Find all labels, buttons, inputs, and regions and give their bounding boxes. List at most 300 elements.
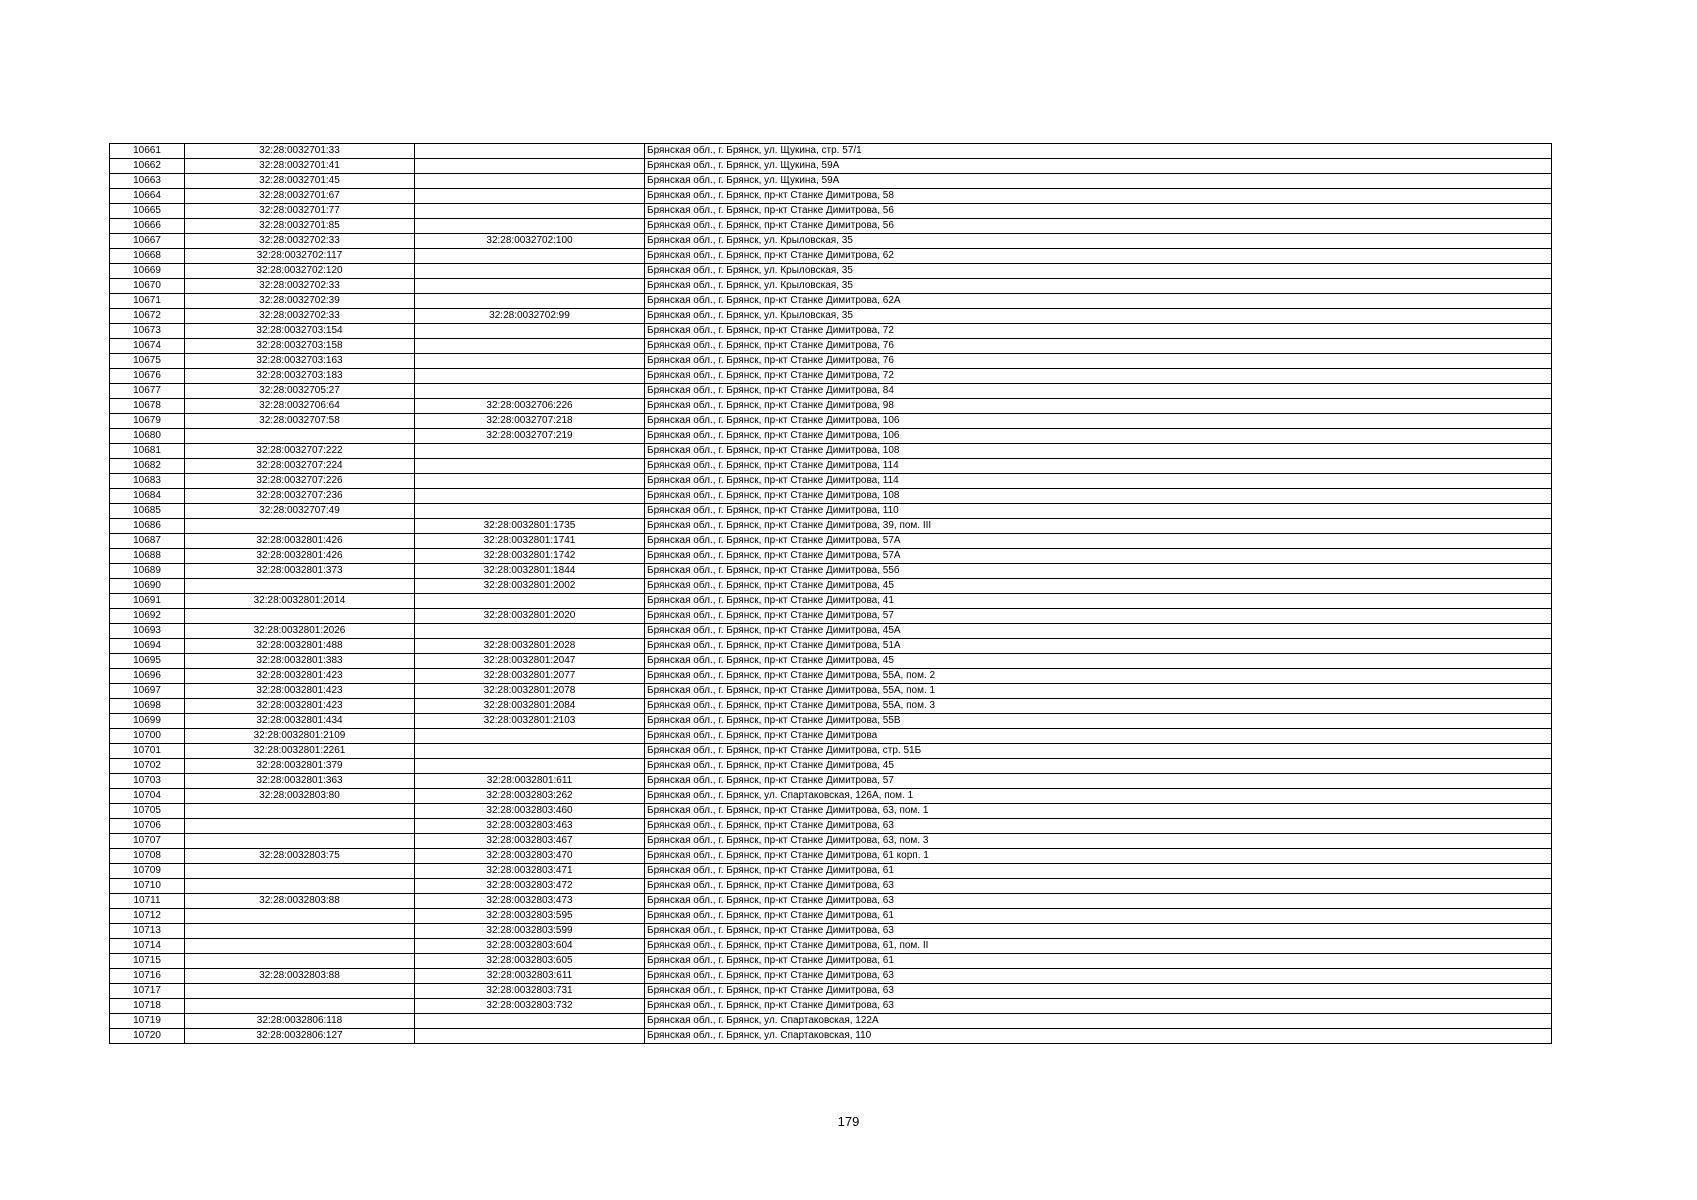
row-number-cell: 10717: [110, 984, 185, 999]
address-cell: Брянская обл., г. Брянск, пр-кт Станке Димитрова, 61: [645, 954, 1552, 969]
table-row: [110, 774, 1552, 789]
related-cadastral-number-cell: 32:28:0032803:605: [415, 954, 645, 969]
address-cell: Брянская обл., г. Брянск, пр-кт Станке Димитрова, 56: [645, 204, 1552, 219]
table-row: [110, 339, 1552, 354]
table-row: [110, 714, 1552, 729]
related-cadastral-number-cell: [415, 324, 645, 339]
cadastral-number-cell: 32:28:0032702:33: [185, 234, 415, 249]
cadastral-number-cell: 32:28:0032701:67: [185, 189, 415, 204]
address-cell: Брянская обл., г. Брянск, пр-кт Станке Димитрова, 57А: [645, 549, 1552, 564]
row-number-cell: 10689: [110, 564, 185, 579]
related-cadastral-number-cell: 32:28:0032803:599: [415, 924, 645, 939]
table-row: [110, 174, 1552, 189]
table-row: [110, 564, 1552, 579]
row-number-cell: 10704: [110, 789, 185, 804]
row-number-cell: 10706: [110, 819, 185, 834]
cadastral-number-cell: 32:28:0032801:2261: [185, 744, 415, 759]
cadastral-number-cell: 32:28:0032702:33: [185, 279, 415, 294]
table-row: [110, 369, 1552, 384]
row-number-cell: 10694: [110, 639, 185, 654]
table-row: [110, 819, 1552, 834]
row-number-cell: 10719: [110, 1014, 185, 1029]
table-row: [110, 504, 1552, 519]
address-cell: Брянская обл., г. Брянск, пр-кт Станке Димитрова, 63: [645, 969, 1552, 984]
cadastral-number-cell: 32:28:0032801:426: [185, 534, 415, 549]
address-cell: Брянская обл., г. Брянск, пр-кт Станке Димитрова, 98: [645, 399, 1552, 414]
address-cell: Брянская обл., г. Брянск, пр-кт Станке Димитрова, 57: [645, 774, 1552, 789]
address-cell: Брянская обл., г. Брянск, пр-кт Станке Димитрова, 63: [645, 819, 1552, 834]
related-cadastral-number-cell: [415, 339, 645, 354]
related-cadastral-number-cell: 32:28:0032702:99: [415, 309, 645, 324]
row-number-cell: 10675: [110, 354, 185, 369]
related-cadastral-number-cell: [415, 729, 645, 744]
row-number-cell: 10663: [110, 174, 185, 189]
table-row: [110, 789, 1552, 804]
table-row: [110, 939, 1552, 954]
row-number-cell: 10684: [110, 489, 185, 504]
cadastral-number-cell: 32:28:0032801:423: [185, 699, 415, 714]
row-number-cell: 10696: [110, 669, 185, 684]
cadastral-number-cell: [185, 804, 415, 819]
address-cell: Брянская обл., г. Брянск, пр-кт Станке Димитрова, 61 корп. 1: [645, 849, 1552, 864]
table-row: [110, 459, 1552, 474]
row-number-cell: 10661: [110, 144, 185, 159]
cadastral-number-cell: 32:28:0032702:117: [185, 249, 415, 264]
related-cadastral-number-cell: 32:28:0032803:460: [415, 804, 645, 819]
related-cadastral-number-cell: [415, 759, 645, 774]
cadastral-number-cell: 32:28:0032801:379: [185, 759, 415, 774]
cadastral-number-cell: 32:28:0032702:39: [185, 294, 415, 309]
related-cadastral-number-cell: 32:28:0032803:604: [415, 939, 645, 954]
cadastral-number-cell: 32:28:0032701:85: [185, 219, 415, 234]
related-cadastral-number-cell: 32:28:0032801:2028: [415, 639, 645, 654]
related-cadastral-number-cell: [415, 444, 645, 459]
related-cadastral-number-cell: [415, 279, 645, 294]
row-number-cell: 10682: [110, 459, 185, 474]
cadastral-number-cell: 32:28:0032707:49: [185, 504, 415, 519]
row-number-cell: 10710: [110, 879, 185, 894]
cadastral-number-cell: 32:28:0032803:75: [185, 849, 415, 864]
table-row: [110, 699, 1552, 714]
cadastral-number-cell: 32:28:0032707:226: [185, 474, 415, 489]
cadastral-number-cell: [185, 429, 415, 444]
row-number-cell: 10679: [110, 414, 185, 429]
table-row: [110, 1014, 1552, 1029]
cadastral-number-cell: 32:28:0032705:27: [185, 384, 415, 399]
cadastral-number-cell: [185, 984, 415, 999]
row-number-cell: 10688: [110, 549, 185, 564]
table-row: [110, 279, 1552, 294]
cadastral-number-cell: 32:28:0032707:58: [185, 414, 415, 429]
table-row: [110, 444, 1552, 459]
related-cadastral-number-cell: [415, 594, 645, 609]
row-number-cell: 10711: [110, 894, 185, 909]
row-number-cell: 10680: [110, 429, 185, 444]
address-cell: Брянская обл., г. Брянск, ул. Крыловская, 35: [645, 234, 1552, 249]
address-cell: Брянская обл., г. Брянск, ул. Щукина, 59А: [645, 174, 1552, 189]
row-number-cell: 10715: [110, 954, 185, 969]
address-cell: Брянская обл., г. Брянск, пр-кт Станке Димитрова, 51А: [645, 639, 1552, 654]
table-row: [110, 639, 1552, 654]
related-cadastral-number-cell: 32:28:0032801:2103: [415, 714, 645, 729]
address-cell: Брянская обл., г. Брянск, ул. Крыловская, 35: [645, 309, 1552, 324]
table-row: [110, 804, 1552, 819]
table-row: [110, 489, 1552, 504]
cadastral-number-cell: 32:28:0032703:183: [185, 369, 415, 384]
table-row: [110, 309, 1552, 324]
row-number-cell: 10667: [110, 234, 185, 249]
cadastral-number-cell: 32:28:0032803:80: [185, 789, 415, 804]
cadastral-number-cell: [185, 834, 415, 849]
address-cell: Брянская обл., г. Брянск, пр-кт Станке Димитрова, 63, пом. 1: [645, 804, 1552, 819]
related-cadastral-number-cell: 32:28:0032803:463: [415, 819, 645, 834]
address-cell: Брянская обл., г. Брянск, пр-кт Станке Димитрова, 84: [645, 384, 1552, 399]
row-number-cell: 10709: [110, 864, 185, 879]
table-row: [110, 894, 1552, 909]
address-cell: Брянская обл., г. Брянск, пр-кт Станке Димитрова, 41: [645, 594, 1552, 609]
related-cadastral-number-cell: [415, 1029, 645, 1044]
address-cell: Брянская обл., г. Брянск, пр-кт Станке Димитрова, 63, пом. 3: [645, 834, 1552, 849]
related-cadastral-number-cell: 32:28:0032801:2078: [415, 684, 645, 699]
address-cell: Брянская обл., г. Брянск, ул. Спартаковская, 122А: [645, 1014, 1552, 1029]
cadastral-number-cell: [185, 924, 415, 939]
row-number-cell: 10708: [110, 849, 185, 864]
table-row: [110, 984, 1552, 999]
cadastral-number-cell: 32:28:0032701:45: [185, 174, 415, 189]
address-cell: Брянская обл., г. Брянск, пр-кт Станке Димитрова, 114: [645, 459, 1552, 474]
address-cell: Брянская обл., г. Брянск, пр-кт Станке Димитрова, 39, пом. III: [645, 519, 1552, 534]
related-cadastral-number-cell: 32:28:0032702:100: [415, 234, 645, 249]
related-cadastral-number-cell: 32:28:0032801:2047: [415, 654, 645, 669]
related-cadastral-number-cell: 32:28:0032803:595: [415, 909, 645, 924]
table-row: [110, 324, 1552, 339]
related-cadastral-number-cell: [415, 354, 645, 369]
address-cell: Брянская обл., г. Брянск, пр-кт Станке Димитрова, 108: [645, 489, 1552, 504]
row-number-cell: 10698: [110, 699, 185, 714]
table-row: [110, 849, 1552, 864]
table-row: [110, 834, 1552, 849]
related-cadastral-number-cell: 32:28:0032801:2084: [415, 699, 645, 714]
address-cell: Брянская обл., г. Брянск, пр-кт Станке Димитрова, 55А, пом. 1: [645, 684, 1552, 699]
table-row: [110, 729, 1552, 744]
table-row: [110, 399, 1552, 414]
cadastral-number-cell: [185, 864, 415, 879]
related-cadastral-number-cell: 32:28:0032801:611: [415, 774, 645, 789]
cadastral-number-cell: 32:28:0032801:434: [185, 714, 415, 729]
address-cell: Брянская обл., г. Брянск, пр-кт Станке Димитрова, 55В: [645, 714, 1552, 729]
address-cell: Брянская обл., г. Брянск, пр-кт Станке Димитрова, 114: [645, 474, 1552, 489]
address-cell: Брянская обл., г. Брянск, ул. Щукина, 59А: [645, 159, 1552, 174]
related-cadastral-number-cell: 32:28:0032803:472: [415, 879, 645, 894]
page-number: 179: [837, 1114, 860, 1129]
table-row: [110, 654, 1552, 669]
related-cadastral-number-cell: 32:28:0032801:1735: [415, 519, 645, 534]
cadastral-number-cell: [185, 579, 415, 594]
related-cadastral-number-cell: [415, 369, 645, 384]
related-cadastral-number-cell: [415, 459, 645, 474]
address-cell: Брянская обл., г. Брянск, пр-кт Станке Димитрова, 63: [645, 924, 1552, 939]
row-number-cell: 10687: [110, 534, 185, 549]
address-cell: Брянская обл., г. Брянск, пр-кт Станке Димитрова, 63: [645, 879, 1552, 894]
row-number-cell: 10674: [110, 339, 185, 354]
cadastral-number-cell: [185, 879, 415, 894]
table-row: [110, 669, 1552, 684]
row-number-cell: 10670: [110, 279, 185, 294]
row-number-cell: 10683: [110, 474, 185, 489]
cadastral-number-cell: 32:28:0032803:88: [185, 894, 415, 909]
related-cadastral-number-cell: [415, 174, 645, 189]
table-row: [110, 954, 1552, 969]
related-cadastral-number-cell: 32:28:0032801:1844: [415, 564, 645, 579]
related-cadastral-number-cell: [415, 504, 645, 519]
address-cell: Брянская обл., г. Брянск, ул. Щукина, стр. 57/1: [645, 144, 1552, 159]
related-cadastral-number-cell: 32:28:0032803:732: [415, 999, 645, 1014]
table-row: [110, 264, 1552, 279]
address-cell: Брянская обл., г. Брянск, пр-кт Станке Димитрова: [645, 729, 1552, 744]
row-number-cell: 10665: [110, 204, 185, 219]
table-row: [110, 249, 1552, 264]
cadastral-number-cell: 32:28:0032801:426: [185, 549, 415, 564]
row-number-cell: 10702: [110, 759, 185, 774]
row-number-cell: 10703: [110, 774, 185, 789]
address-cell: Брянская обл., г. Брянск, пр-кт Станке Димитрова, 108: [645, 444, 1552, 459]
related-cadastral-number-cell: 32:28:0032801:2020: [415, 609, 645, 624]
cadastral-number-cell: 32:28:0032707:224: [185, 459, 415, 474]
cadastral-number-cell: [185, 954, 415, 969]
table-row: [110, 234, 1552, 249]
address-cell: Брянская обл., г. Брянск, пр-кт Станке Димитрова, 63: [645, 894, 1552, 909]
row-number-cell: 10690: [110, 579, 185, 594]
row-number-cell: 10714: [110, 939, 185, 954]
row-number-cell: 10713: [110, 924, 185, 939]
table-row: [110, 159, 1552, 174]
cadastral-number-cell: 32:28:0032801:2014: [185, 594, 415, 609]
cadastral-register-table: [109, 143, 1552, 1044]
row-number-cell: 10700: [110, 729, 185, 744]
related-cadastral-number-cell: 32:28:0032801:1742: [415, 549, 645, 564]
related-cadastral-number-cell: [415, 264, 645, 279]
table-row: [110, 624, 1552, 639]
row-number-cell: 10672: [110, 309, 185, 324]
table-row: [110, 879, 1552, 894]
address-cell: Брянская обл., г. Брянск, пр-кт Станке Димитрова, 57А: [645, 534, 1552, 549]
cadastral-number-cell: 32:28:0032706:64: [185, 399, 415, 414]
table-row: [110, 999, 1552, 1014]
table-row: [110, 219, 1552, 234]
related-cadastral-number-cell: [415, 189, 645, 204]
related-cadastral-number-cell: [415, 159, 645, 174]
address-cell: Брянская обл., г. Брянск, пр-кт Станке Димитрова, 61: [645, 864, 1552, 879]
related-cadastral-number-cell: [415, 249, 645, 264]
address-cell: Брянская обл., г. Брянск, ул. Спартаковская, 110: [645, 1029, 1552, 1044]
cadastral-number-cell: 32:28:0032707:222: [185, 444, 415, 459]
table-row: [110, 969, 1552, 984]
table-row: [110, 474, 1552, 489]
row-number-cell: 10707: [110, 834, 185, 849]
table-row: [110, 144, 1552, 159]
table-row: [110, 684, 1552, 699]
related-cadastral-number-cell: [415, 1014, 645, 1029]
cadastral-number-cell: 32:28:0032806:118: [185, 1014, 415, 1029]
table-row: [110, 294, 1552, 309]
related-cadastral-number-cell: [415, 204, 645, 219]
related-cadastral-number-cell: 32:28:0032803:470: [415, 849, 645, 864]
cadastral-number-cell: 32:28:0032801:363: [185, 774, 415, 789]
table-row: [110, 1029, 1552, 1044]
address-cell: Брянская обл., г. Брянск, пр-кт Станке Димитрова, 63: [645, 999, 1552, 1014]
cadastral-number-cell: 32:28:0032801:488: [185, 639, 415, 654]
table-row: [110, 189, 1552, 204]
related-cadastral-number-cell: [415, 474, 645, 489]
table-row: [110, 414, 1552, 429]
table-row: [110, 759, 1552, 774]
row-number-cell: 10716: [110, 969, 185, 984]
cadastral-number-cell: 32:28:0032701:33: [185, 144, 415, 159]
row-number-cell: 10692: [110, 609, 185, 624]
table-row: [110, 909, 1552, 924]
table-row: [110, 549, 1552, 564]
address-cell: Брянская обл., г. Брянск, пр-кт Станке Димитрова, 72: [645, 369, 1552, 384]
table-body: [110, 144, 1552, 1044]
address-cell: Брянская обл., г. Брянск, пр-кт Станке Димитрова, 61, пом. II: [645, 939, 1552, 954]
row-number-cell: 10668: [110, 249, 185, 264]
address-cell: Брянская обл., г. Брянск, пр-кт Станке Димитрова, 106: [645, 429, 1552, 444]
row-number-cell: 10686: [110, 519, 185, 534]
address-cell: Брянская обл., г. Брянск, пр-кт Станке Димитрова, 106: [645, 414, 1552, 429]
row-number-cell: 10691: [110, 594, 185, 609]
related-cadastral-number-cell: 32:28:0032706:226: [415, 399, 645, 414]
address-cell: Брянская обл., г. Брянск, ул. Крыловская, 35: [645, 264, 1552, 279]
related-cadastral-number-cell: 32:28:0032803:467: [415, 834, 645, 849]
cadastral-number-cell: 32:28:0032801:2109: [185, 729, 415, 744]
table-row: [110, 594, 1552, 609]
row-number-cell: 10718: [110, 999, 185, 1014]
related-cadastral-number-cell: 32:28:0032801:2077: [415, 669, 645, 684]
address-cell: Брянская обл., г. Брянск, пр-кт Станке Димитрова, 76: [645, 339, 1552, 354]
row-number-cell: 10701: [110, 744, 185, 759]
address-cell: Брянская обл., г. Брянск, пр-кт Станке Димитрова, 55А, пом. 2: [645, 669, 1552, 684]
related-cadastral-number-cell: 32:28:0032803:471: [415, 864, 645, 879]
row-number-cell: 10681: [110, 444, 185, 459]
cadastral-number-cell: 32:28:0032702:120: [185, 264, 415, 279]
table-row: [110, 864, 1552, 879]
row-number-cell: 10699: [110, 714, 185, 729]
row-number-cell: 10712: [110, 909, 185, 924]
cadastral-number-cell: 32:28:0032701:41: [185, 159, 415, 174]
address-cell: Брянская обл., г. Брянск, пр-кт Станке Димитрова, 72: [645, 324, 1552, 339]
related-cadastral-number-cell: 32:28:0032803:473: [415, 894, 645, 909]
address-cell: Брянская обл., г. Брянск, пр-кт Станке Димитрова, 56: [645, 219, 1552, 234]
address-cell: Брянская обл., г. Брянск, пр-кт Станке Димитрова, 45: [645, 579, 1552, 594]
row-number-cell: 10666: [110, 219, 185, 234]
related-cadastral-number-cell: 32:28:0032707:219: [415, 429, 645, 444]
cadastral-number-cell: 32:28:0032806:127: [185, 1029, 415, 1044]
related-cadastral-number-cell: [415, 489, 645, 504]
address-cell: Брянская обл., г. Брянск, пр-кт Станке Димитрова, 45А: [645, 624, 1552, 639]
row-number-cell: 10664: [110, 189, 185, 204]
table-row: [110, 609, 1552, 624]
cadastral-number-cell: 32:28:0032703:163: [185, 354, 415, 369]
table-row: [110, 429, 1552, 444]
address-cell: Брянская обл., г. Брянск, пр-кт Станке Димитрова, 55б: [645, 564, 1552, 579]
cadastral-number-cell: 32:28:0032801:373: [185, 564, 415, 579]
related-cadastral-number-cell: [415, 624, 645, 639]
address-cell: Брянская обл., г. Брянск, пр-кт Станке Димитрова, 61: [645, 909, 1552, 924]
cadastral-number-cell: 32:28:0032703:158: [185, 339, 415, 354]
related-cadastral-number-cell: [415, 294, 645, 309]
address-cell: Брянская обл., г. Брянск, ул. Спартаковская, 126А, пом. 1: [645, 789, 1552, 804]
row-number-cell: 10673: [110, 324, 185, 339]
row-number-cell: 10669: [110, 264, 185, 279]
row-number-cell: 10685: [110, 504, 185, 519]
cadastral-number-cell: 32:28:0032801:423: [185, 684, 415, 699]
address-cell: Брянская обл., г. Брянск, пр-кт Станке Димитрова, 58: [645, 189, 1552, 204]
related-cadastral-number-cell: 32:28:0032707:218: [415, 414, 645, 429]
cadastral-number-cell: 32:28:0032801:2026: [185, 624, 415, 639]
related-cadastral-number-cell: 32:28:0032803:731: [415, 984, 645, 999]
row-number-cell: 10697: [110, 684, 185, 699]
cadastral-number-cell: 32:28:0032702:33: [185, 309, 415, 324]
table-row: [110, 384, 1552, 399]
address-cell: Брянская обл., г. Брянск, пр-кт Станке Димитрова, 45: [645, 759, 1552, 774]
table-row: [110, 534, 1552, 549]
cadastral-number-cell: [185, 519, 415, 534]
cadastral-number-cell: 32:28:0032803:88: [185, 969, 415, 984]
cadastral-number-cell: 32:28:0032701:77: [185, 204, 415, 219]
address-cell: Брянская обл., г. Брянск, пр-кт Станке Димитрова, 55А, пом. 3: [645, 699, 1552, 714]
related-cadastral-number-cell: [415, 744, 645, 759]
cadastral-number-cell: [185, 609, 415, 624]
table-row: [110, 744, 1552, 759]
row-number-cell: 10671: [110, 294, 185, 309]
address-cell: Брянская обл., г. Брянск, ул. Крыловская, 35: [645, 279, 1552, 294]
address-cell: Брянская обл., г. Брянск, пр-кт Станке Димитрова, 45: [645, 654, 1552, 669]
related-cadastral-number-cell: [415, 144, 645, 159]
table-row: [110, 519, 1552, 534]
address-cell: Брянская обл., г. Брянск, пр-кт Станке Димитрова, 57: [645, 609, 1552, 624]
row-number-cell: 10720: [110, 1029, 185, 1044]
related-cadastral-number-cell: 32:28:0032803:611: [415, 969, 645, 984]
row-number-cell: 10677: [110, 384, 185, 399]
related-cadastral-number-cell: [415, 384, 645, 399]
address-cell: Брянская обл., г. Брянск, пр-кт Станке Димитрова, 62: [645, 249, 1552, 264]
table-row: [110, 204, 1552, 219]
cadastral-number-cell: [185, 909, 415, 924]
address-cell: Брянская обл., г. Брянск, пр-кт Станке Димитрова, 62А: [645, 294, 1552, 309]
cadastral-number-cell: [185, 999, 415, 1014]
row-number-cell: 10678: [110, 399, 185, 414]
related-cadastral-number-cell: 32:28:0032803:262: [415, 789, 645, 804]
address-cell: Брянская обл., г. Брянск, пр-кт Станке Димитрова, стр. 51Б: [645, 744, 1552, 759]
table-row: [110, 354, 1552, 369]
cadastral-number-cell: 32:28:0032707:236: [185, 489, 415, 504]
cadastral-number-cell: [185, 939, 415, 954]
related-cadastral-number-cell: 32:28:0032801:2002: [415, 579, 645, 594]
related-cadastral-number-cell: 32:28:0032801:1741: [415, 534, 645, 549]
address-cell: Брянская обл., г. Брянск, пр-кт Станке Димитрова, 63: [645, 984, 1552, 999]
related-cadastral-number-cell: [415, 219, 645, 234]
cadastral-number-cell: 32:28:0032801:383: [185, 654, 415, 669]
address-cell: Брянская обл., г. Брянск, пр-кт Станке Димитрова, 110: [645, 504, 1552, 519]
table-row: [110, 579, 1552, 594]
row-number-cell: 10676: [110, 369, 185, 384]
cadastral-number-cell: [185, 819, 415, 834]
row-number-cell: 10693: [110, 624, 185, 639]
row-number-cell: 10695: [110, 654, 185, 669]
address-cell: Брянская обл., г. Брянск, пр-кт Станке Димитрова, 76: [645, 354, 1552, 369]
row-number-cell: 10662: [110, 159, 185, 174]
table-row: [110, 924, 1552, 939]
